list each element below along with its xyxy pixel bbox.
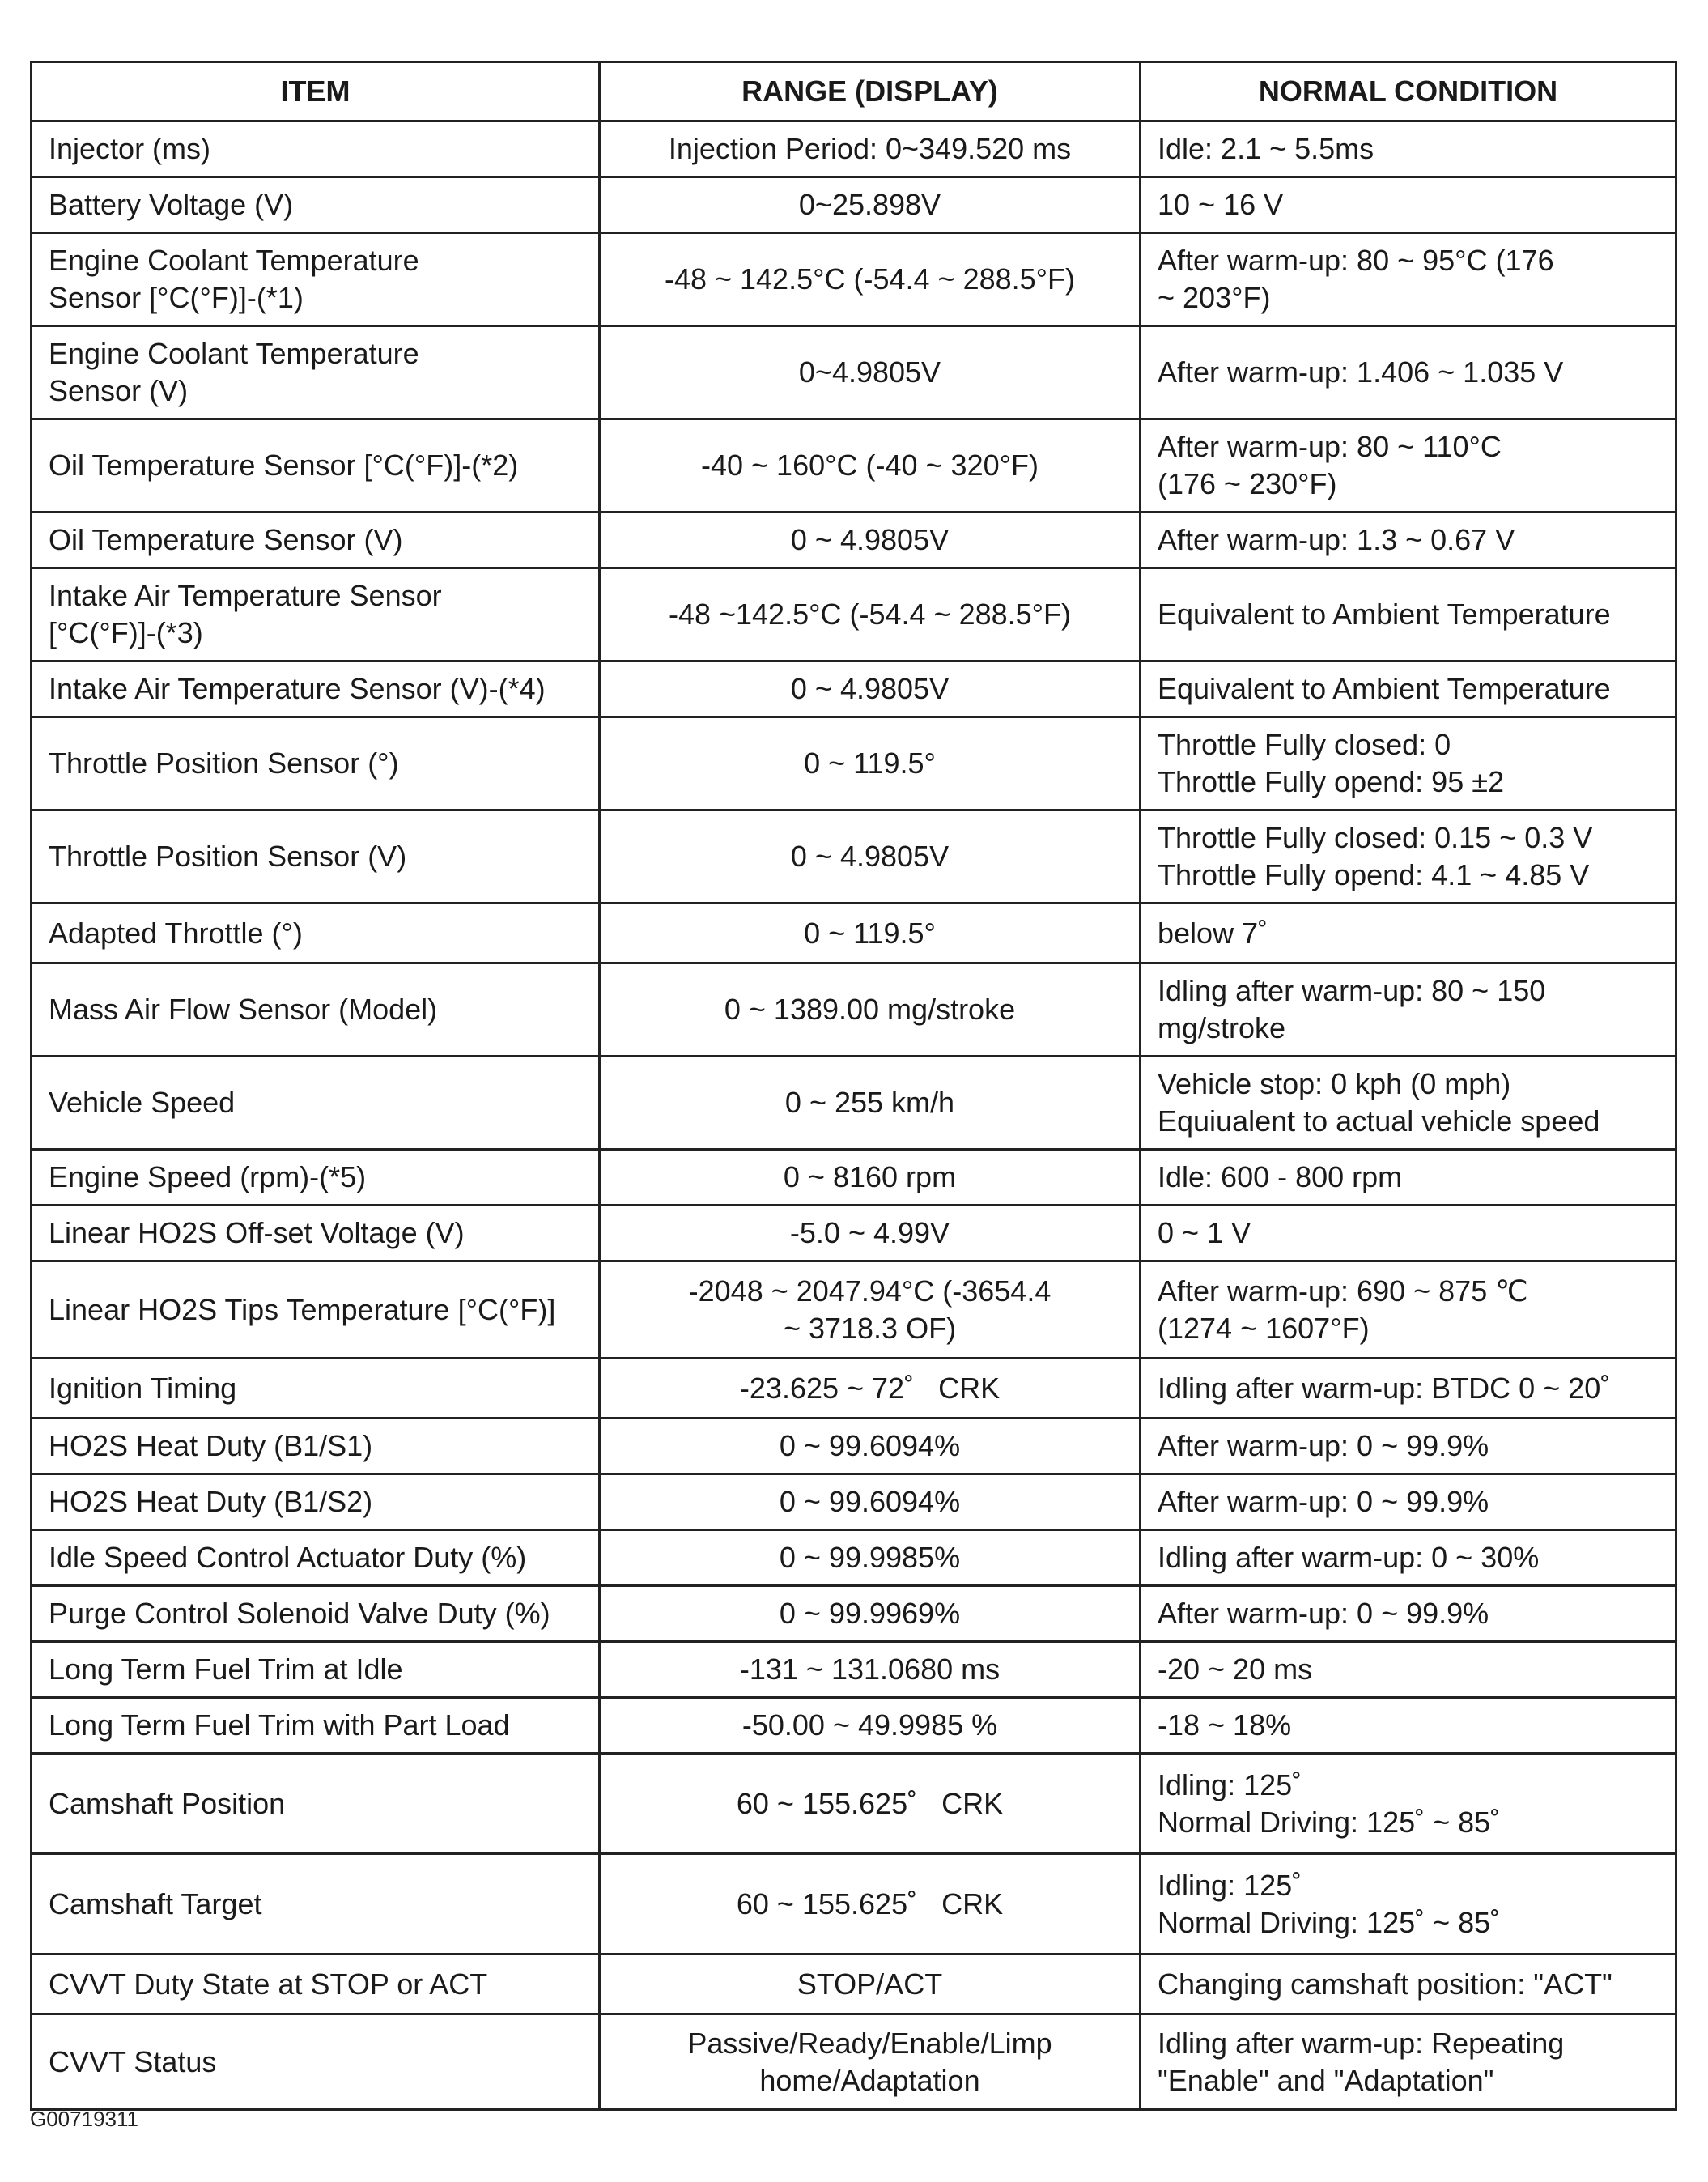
cell-line: Equiualent to actual vehicle speed <box>1158 1104 1600 1138</box>
table-row <box>32 1854 1676 1954</box>
range-cell <box>600 661 1141 717</box>
cell-line: Passive/Ready/Enable/Limp <box>687 2026 1052 2060</box>
range-cell <box>600 1206 1141 1261</box>
cell-line: After warm-up: 80 ~ 110°C <box>1158 430 1502 463</box>
normal-condition-cell <box>1141 1474 1676 1530</box>
item-cell <box>32 1150 600 1206</box>
item-cell <box>32 1359 600 1419</box>
cell-line: -20 ~ 20 ms <box>1158 1652 1313 1686</box>
cell-line: Idle: 600 - 800 rpm <box>1158 1160 1403 1193</box>
range-cell <box>600 177 1141 233</box>
header-range: RANGE (DISPLAY) <box>600 62 1141 121</box>
cell-line: Equivalent to Ambient Temperature <box>1158 598 1611 631</box>
table-row <box>32 513 1676 568</box>
cell-line: 0 ~ 4.9805V <box>790 523 950 556</box>
normal-condition-cell <box>1141 1954 1676 2014</box>
item-cell <box>32 1530 600 1586</box>
table-row <box>32 661 1676 717</box>
cell-line: After warm-up: 0 ~ 99.9% <box>1158 1485 1489 1518</box>
cell-line: -50.00 ~ 49.9985 % <box>741 1708 998 1742</box>
normal-condition-cell <box>1141 1854 1676 1954</box>
range-cell <box>600 717 1141 810</box>
cell-line: -23.625 ~ 72˚ CRK <box>739 1371 1001 1405</box>
cell-line: Throttle Position Sensor (°) <box>49 746 399 780</box>
cell-line: Injector (ms) <box>49 132 211 165</box>
item-cell <box>32 1754 600 1854</box>
normal-condition-cell <box>1141 1530 1676 1586</box>
cell-line: Camshaft Target <box>49 1886 262 1920</box>
cell-line: -48 ~ 142.5°C (-54.4 ~ 288.5°F) <box>664 262 1076 296</box>
cell-line: Changing camshaft position: "ACT" <box>1158 1967 1612 2001</box>
range-cell <box>600 904 1141 963</box>
normal-condition-cell <box>1141 419 1676 513</box>
range-cell <box>600 1954 1141 2014</box>
cell-line: -131 ~ 131.0680 ms <box>739 1652 1001 1686</box>
cell-line: 0 ~ 119.5° <box>804 746 936 780</box>
cell-line: home/Adaptation <box>759 2063 980 2097</box>
table-row <box>32 1530 1676 1586</box>
spec-table <box>30 61 1677 2111</box>
item-cell <box>32 1057 600 1150</box>
cell-line: ~ 203°F) <box>1158 281 1271 314</box>
cell-line: After warm-up: 1.406 ~ 1.035 V <box>1158 355 1564 389</box>
range-cell <box>600 1359 1141 1419</box>
cell-line: Idle Speed Control Actuator Duty (%) <box>49 1541 527 1574</box>
cell-line: Purge Control Solenoid Valve Duty (%) <box>49 1597 550 1630</box>
table-row <box>32 1474 1676 1530</box>
cell-line: 0 ~ 4.9805V <box>790 672 950 705</box>
cell-line: Throttle Fully opend: 4.1 ~ 4.85 V <box>1158 858 1590 891</box>
range-cell <box>600 1261 1141 1359</box>
table-row <box>32 1954 1676 2014</box>
item-cell <box>32 1854 600 1954</box>
table-row <box>32 233 1676 326</box>
cell-line: Engine Coolant Temperature <box>49 244 419 277</box>
cell-line: Vehicle Speed <box>49 1086 236 1119</box>
cell-line: 0 ~ 255 km/h <box>784 1086 955 1119</box>
cell-line: Idling after warm-up: Repeating <box>1158 2026 1565 2060</box>
cell-line: CVVT Status <box>49 2044 217 2078</box>
cell-line: 0 ~ 8160 rpm <box>783 1160 957 1193</box>
cell-line: Idle: 2.1 ~ 5.5ms <box>1158 132 1374 165</box>
range-cell <box>600 1586 1141 1642</box>
cell-line: Injection Period: 0~349.520 ms <box>668 132 1072 165</box>
cell-line: After warm-up: 1.3 ~ 0.67 V <box>1158 523 1515 556</box>
normal-condition-cell <box>1141 177 1676 233</box>
table-row <box>32 1698 1676 1754</box>
cell-line: Sensor [°C(°F)]-(*1) <box>49 281 304 314</box>
table-row <box>32 1359 1676 1419</box>
cell-line: 60 ~ 155.625˚ CRK <box>736 1886 1004 1920</box>
normal-condition-cell <box>1141 1698 1676 1754</box>
cell-line: Battery Voltage (V) <box>49 188 294 221</box>
table-row <box>32 717 1676 810</box>
cell-line: Throttle Fully closed: 0 <box>1158 728 1451 761</box>
normal-condition-cell <box>1141 1419 1676 1474</box>
cell-line: Equivalent to Ambient Temperature <box>1158 672 1611 705</box>
table-row <box>32 1642 1676 1698</box>
normal-condition-cell <box>1141 810 1676 904</box>
header-row <box>32 62 1676 121</box>
cell-line: Intake Air Temperature Sensor <box>49 579 442 612</box>
cell-line: 0 ~ 99.9969% <box>779 1597 961 1630</box>
table-row <box>32 177 1676 233</box>
cell-line: 0 ~ 119.5° <box>804 916 936 950</box>
table-row <box>32 568 1676 661</box>
cell-line: 0 ~ 1 V <box>1158 1216 1251 1249</box>
cell-line: 0~25.898V <box>798 188 941 221</box>
item-cell <box>32 121 600 177</box>
cell-line: Idling after warm-up: 0 ~ 30% <box>1158 1541 1540 1574</box>
table-row <box>32 326 1676 419</box>
table-row <box>32 963 1676 1057</box>
cell-line: Engine Coolant Temperature <box>49 337 419 370</box>
item-cell <box>32 1261 600 1359</box>
cell-line: -2048 ~ 2047.94°C (-3654.4 <box>688 1274 1052 1308</box>
cell-line: HO2S Heat Duty (B1/S2) <box>49 1485 373 1518</box>
cell-line: Idling: 125˚ <box>1158 1868 1302 1902</box>
item-cell <box>32 419 600 513</box>
table-body <box>32 121 1676 2110</box>
range-cell <box>600 419 1141 513</box>
cell-line: Normal Driving: 125˚ ~ 85˚ <box>1158 1905 1501 1939</box>
item-cell <box>32 717 600 810</box>
item-cell <box>32 1586 600 1642</box>
cell-line: Ignition Timing <box>49 1371 237 1405</box>
normal-condition-cell <box>1141 513 1676 568</box>
cell-line: Camshaft Position <box>49 1786 286 1820</box>
item-cell <box>32 1474 600 1530</box>
item-cell <box>32 904 600 963</box>
normal-condition-cell <box>1141 121 1676 177</box>
range-cell <box>600 1854 1141 1954</box>
item-cell <box>32 1698 600 1754</box>
cell-line: -40 ~ 160°C (-40 ~ 320°F) <box>700 449 1039 482</box>
item-cell <box>32 661 600 717</box>
item-cell <box>32 963 600 1057</box>
table-row <box>32 2014 1676 2110</box>
range-cell <box>600 1419 1141 1474</box>
normal-condition-cell <box>1141 1057 1676 1150</box>
table-row <box>32 1754 1676 1854</box>
cell-line: Sensor (V) <box>49 374 189 407</box>
normal-condition-cell <box>1141 1150 1676 1206</box>
item-cell <box>32 177 600 233</box>
cell-line: (1274 ~ 1607°F) <box>1158 1311 1370 1345</box>
item-cell <box>32 513 600 568</box>
cell-line: Engine Speed (rpm)-(*5) <box>49 1160 367 1193</box>
cell-line: Normal Driving: 125˚ ~ 85˚ <box>1158 1805 1501 1839</box>
normal-condition-cell <box>1141 2014 1676 2110</box>
range-cell <box>600 233 1141 326</box>
cell-line: Long Term Fuel Trim with Part Load <box>49 1708 510 1742</box>
range-cell <box>600 1150 1141 1206</box>
table-row <box>32 1150 1676 1206</box>
normal-condition-cell <box>1141 717 1676 810</box>
cell-line: -48 ~142.5°C (-54.4 ~ 288.5°F) <box>668 598 1072 631</box>
cell-line: After warm-up: 690 ~ 875 ℃ <box>1158 1274 1528 1308</box>
range-cell <box>600 1474 1141 1530</box>
normal-condition-cell <box>1141 1206 1676 1261</box>
item-cell <box>32 568 600 661</box>
figure-code: G00719311 <box>30 2107 138 2131</box>
cell-line: 0~4.9805V <box>798 355 941 389</box>
cell-line: Adapted Throttle (°) <box>49 916 303 950</box>
cell-line: Throttle Fully opend: 95 ±2 <box>1158 765 1504 798</box>
cell-line: Throttle Position Sensor (V) <box>49 840 407 873</box>
cell-line: 0 ~ 99.9985% <box>779 1541 961 1574</box>
normal-condition-cell <box>1141 661 1676 717</box>
normal-condition-cell <box>1141 1586 1676 1642</box>
range-cell <box>600 810 1141 904</box>
cell-line: 0 ~ 4.9805V <box>790 840 950 873</box>
item-cell <box>32 2014 600 2110</box>
table-row <box>32 1057 1676 1150</box>
cell-line: Linear HO2S Off-set Voltage (V) <box>49 1216 465 1249</box>
cell-line: -5.0 ~ 4.99V <box>789 1216 950 1249</box>
item-cell <box>32 1642 600 1698</box>
cell-line: "Enable" and "Adaptation" <box>1158 2063 1494 2097</box>
cell-line: Intake Air Temperature Sensor (V)-(*4) <box>49 672 546 705</box>
table-row <box>32 1206 1676 1261</box>
item-cell <box>32 326 600 419</box>
range-cell <box>600 1698 1141 1754</box>
range-cell <box>600 963 1141 1057</box>
normal-condition-cell <box>1141 326 1676 419</box>
cell-line: Idling after warm-up: BTDC 0 ~ 20˚ <box>1158 1371 1611 1405</box>
table-header <box>32 62 1676 121</box>
cell-line: Vehicle stop: 0 kph (0 mph) <box>1158 1067 1511 1100</box>
table-row <box>32 904 1676 963</box>
normal-condition-cell <box>1141 904 1676 963</box>
normal-condition-cell <box>1141 963 1676 1057</box>
item-cell <box>32 1206 600 1261</box>
cell-line: CVVT Duty State at STOP or ACT <box>49 1967 488 2001</box>
range-cell <box>600 1057 1141 1150</box>
cell-line: 0 ~ 99.6094% <box>779 1485 961 1518</box>
range-cell <box>600 1642 1141 1698</box>
range-cell <box>600 513 1141 568</box>
header-item: ITEM <box>32 62 600 121</box>
normal-condition-cell <box>1141 1261 1676 1359</box>
table-row <box>32 121 1676 177</box>
cell-line: 0 ~ 99.6094% <box>779 1429 961 1462</box>
cell-line: After warm-up: 0 ~ 99.9% <box>1158 1597 1489 1630</box>
table-row <box>32 1586 1676 1642</box>
range-cell <box>600 1530 1141 1586</box>
cell-line: Linear HO2S Tips Temperature [°C(°F)] <box>49 1292 556 1326</box>
item-cell <box>32 1954 600 2014</box>
table-row <box>32 1261 1676 1359</box>
cell-line: below 7˚ <box>1158 916 1268 950</box>
normal-condition-cell <box>1141 1754 1676 1854</box>
cell-line: Oil Temperature Sensor [°C(°F)]-(*2) <box>49 449 519 482</box>
cell-line: Throttle Fully closed: 0.15 ~ 0.3 V <box>1158 821 1593 854</box>
table-row <box>32 1419 1676 1474</box>
cell-line: mg/stroke <box>1158 1011 1286 1044</box>
cell-line: STOP/ACT <box>797 1967 943 2001</box>
cell-line: Idling after warm-up: 80 ~ 150 <box>1158 974 1546 1007</box>
cell-line: ~ 3718.3 OF) <box>783 1311 957 1345</box>
normal-condition-cell <box>1141 568 1676 661</box>
cell-line: 60 ~ 155.625˚ CRK <box>736 1786 1004 1820</box>
item-cell <box>32 233 600 326</box>
normal-condition-cell <box>1141 1359 1676 1419</box>
cell-line: After warm-up: 0 ~ 99.9% <box>1158 1429 1489 1462</box>
cell-line: HO2S Heat Duty (B1/S1) <box>49 1429 373 1462</box>
range-cell <box>600 121 1141 177</box>
table-row <box>32 810 1676 904</box>
range-cell <box>600 326 1141 419</box>
cell-line: After warm-up: 80 ~ 95°C (176 <box>1158 244 1554 277</box>
cell-line: (176 ~ 230°F) <box>1158 467 1337 500</box>
range-cell <box>600 2014 1141 2110</box>
normal-condition-cell <box>1141 233 1676 326</box>
item-cell <box>32 1419 600 1474</box>
range-cell <box>600 1754 1141 1854</box>
table-row <box>32 419 1676 513</box>
range-cell <box>600 568 1141 661</box>
normal-condition-cell <box>1141 1642 1676 1698</box>
cell-line: Mass Air Flow Sensor (Model) <box>49 993 438 1026</box>
cell-line: Long Term Fuel Trim at Idle <box>49 1652 403 1686</box>
cell-line: Oil Temperature Sensor (V) <box>49 523 403 556</box>
header-normal-condition: NORMAL CONDITION <box>1141 62 1676 121</box>
cell-line: 10 ~ 16 V <box>1158 188 1284 221</box>
cell-line: Idling: 125˚ <box>1158 1767 1302 1801</box>
item-cell <box>32 810 600 904</box>
cell-line: [°C(°F)]-(*3) <box>49 616 203 649</box>
cell-line: 0 ~ 1389.00 mg/stroke <box>724 993 1016 1026</box>
cell-line: -18 ~ 18% <box>1158 1708 1292 1742</box>
